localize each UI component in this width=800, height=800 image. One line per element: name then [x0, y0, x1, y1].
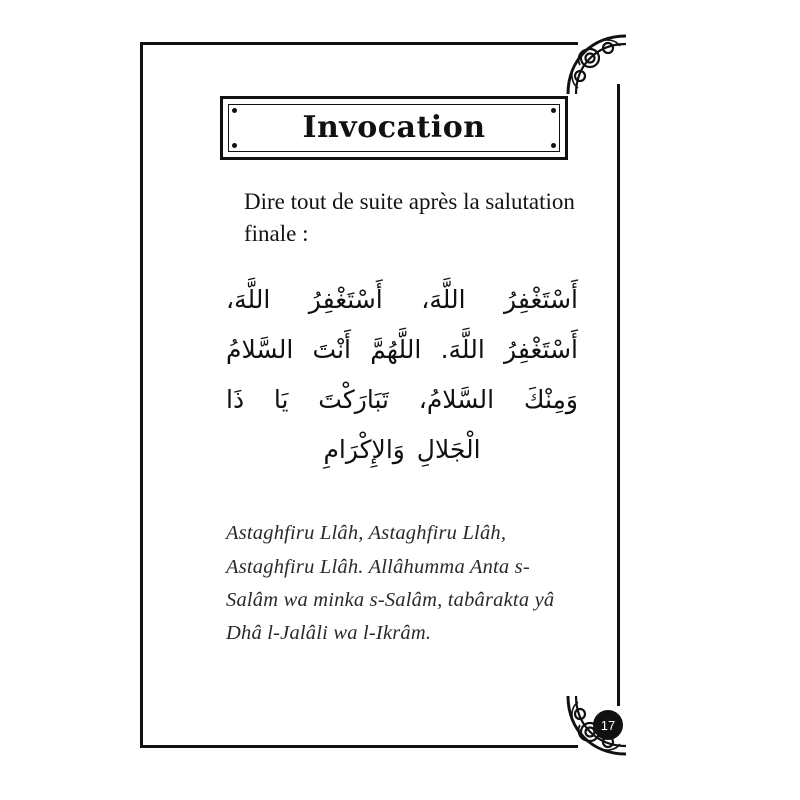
page-content [222, 186, 582, 650]
frame-right-rule [617, 84, 620, 706]
page-number-badge: 17 [593, 710, 623, 740]
frame-left-rule [140, 42, 143, 748]
title-plate [220, 96, 568, 160]
corner-ornament-top-right-icon [566, 34, 628, 96]
frame-bottom-rule [140, 745, 578, 748]
intro-instruction-text: Dire tout de suite après la salutation finale : [244, 189, 575, 246]
arabic-invocation-text: أَسْتَغْفِرُ اللَّهَ، أَسْتَغْفِرُ اللَّهَ، أَسْتَغْفِرُ اللَّهَ. اللَّهُمَّ أَنْتَ السَّلامُ وَمِنْكَ السَّلامُ، تَبَارَكْتَ يَا ذَا الْجَلالِ وَالإِكْرَامِ [226, 285, 578, 465]
transliteration-text: Astaghfiru Llâh, Astaghfiru Llâh, Astaghfiru Llâh. Allâhumma Anta s-Salâm wa minka s-Salâm, tabârakta yâ Dhâ l-Jalâli wa l-Ikrâm. [226, 522, 555, 645]
frame-top-rule [140, 42, 578, 45]
page-title: Invocation [302, 109, 486, 145]
